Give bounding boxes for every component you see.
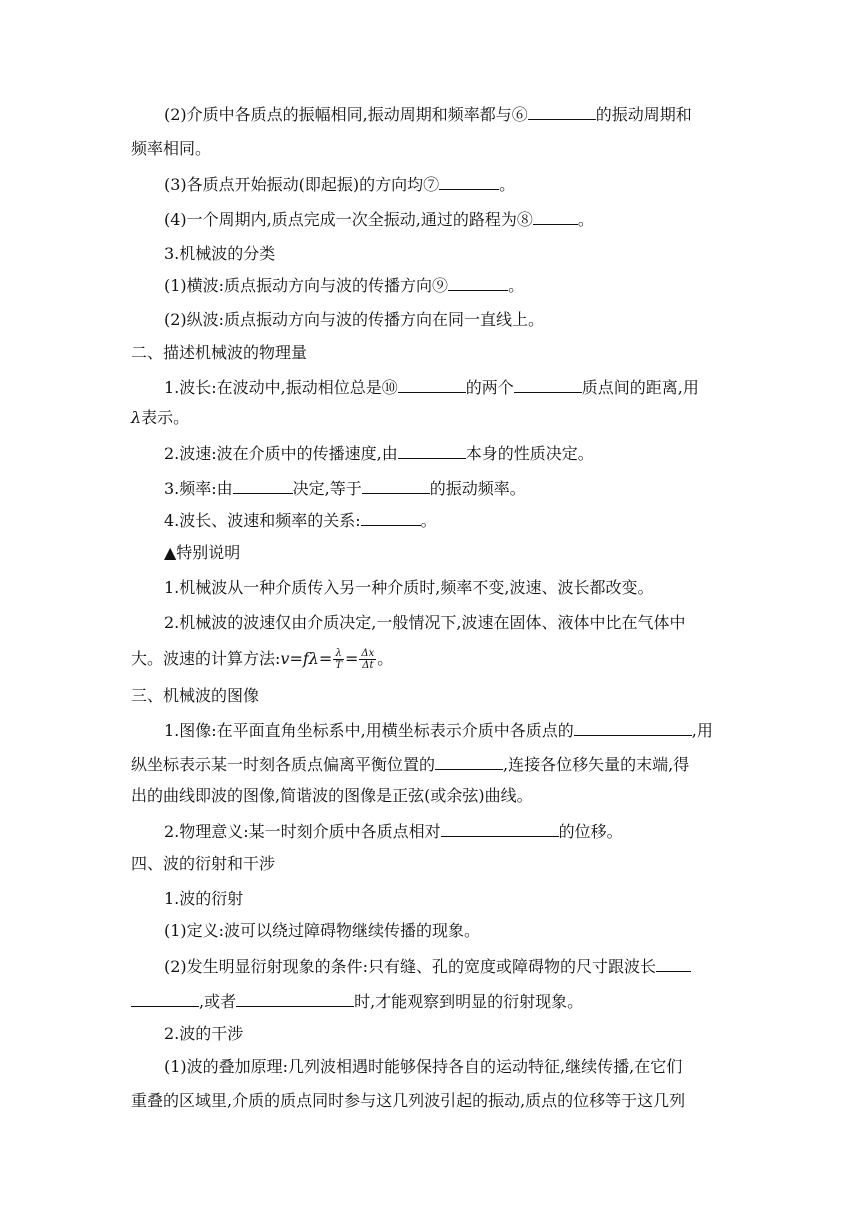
text-line: 1.波长:在波动中,振动相位总是⑩ 的两个 质点间的距离,用 [164,378,699,397]
text-line: 2.机械波的波速仅由介质决定,一般情况下,波速在固体、液体中比在气体中 [164,613,686,632]
blank [398,443,466,459]
blank [528,104,596,120]
subheading: 3.机械波的分类 [164,244,276,263]
text-line: (1)定义:波可以绕过障碍物继续传播的现象。 [164,921,481,940]
blank [574,720,692,736]
text-line: (2)介质中各质点的振幅相同,振动周期和频率都与⑥ 的振动周期和 [164,105,692,124]
text-line: 频率相同。 [131,139,212,158]
text-line: (2)纵波:质点振动方向与波的传播方向在同一直线上。 [164,310,545,329]
note-heading: ▲特别说明 [164,543,241,562]
text-line: ,或者 时,才能观察到明显的衍射现象。 [131,991,583,1012]
fraction: $\frac{\Delta x}{\Delta t}$ [361,648,375,671]
text-line: (2)发生明显衍射现象的条件:只有缝、孔的宽度或障碍物的尺寸跟波长 [164,956,691,977]
blank [533,209,578,225]
section-heading: 三、机械波的图像 [131,686,260,705]
text-line: 1.机械波从一种介质传入另一种介质时,频率不变,波速、波长都改变。 [164,578,654,597]
text-line: (3)各质点开始振动(即起振)的方向均⑦ 。 [164,175,516,194]
text-line: λ表示。 [131,408,190,427]
blank [362,478,430,494]
blank [441,821,559,837]
blank [236,991,354,1007]
text-line: 4.波长、波速和频率的关系: 。 [164,511,437,530]
text-line: (1)横波:质点振动方向与波的传播方向⑨ 。 [164,276,525,295]
text-line: 2.物理意义:某一时刻介质中各质点相对 的位移。 [164,822,623,841]
blank [514,377,582,393]
text-line: 纵坐标表示某一时刻各质点偏离平衡位置的 ,连接各位移矢量的末端,得 [131,755,690,774]
section-heading: 四、波的衍射和干涉 [131,854,276,873]
blank [398,377,466,393]
fraction: $\frac{\lambda}{T}$ [335,648,342,671]
text-line: 重叠的区域里,介质的质点同时参与这几列波引起的振动,质点的位移等于这几列 [131,1091,686,1110]
blank [361,510,421,526]
text-line: 出的曲线即波的图像,简谐波的图像是正弦(或余弦)曲线。 [131,786,533,805]
text-line: 1.图像:在平面直角坐标系中,用横坐标表示介质中各质点的 ,用 [164,721,713,740]
blank [435,754,503,770]
blank [448,275,508,291]
blank [233,478,293,494]
section-heading: 二、描述机械波的物理量 [131,343,308,362]
text-line: (4)一个周期内,质点完成一次全振动,通过的路程为⑧ 。 [164,210,594,229]
subheading: 2.波的干涉 [164,1024,244,1043]
subheading: 1.波的衍射 [164,889,244,908]
text-line: (1)波的叠加原理:几列波相遇时能够保持各自的运动特征,继续传播,在它们 [164,1057,683,1076]
blank [656,956,691,972]
text-line: 2.波速:波在介质中的传播速度,由 本身的性质决定。 [164,444,594,463]
blank [439,174,499,190]
formula-line: 大。波速的计算方法:v=fλ= $\frac{\lambda}{T}$ = $\frac{\Delta x}{\Delta t}$ 。 [131,648,394,671]
blank [131,991,199,1007]
text-line: 3.频率:由 决定,等于 的振动频率。 [164,479,526,498]
